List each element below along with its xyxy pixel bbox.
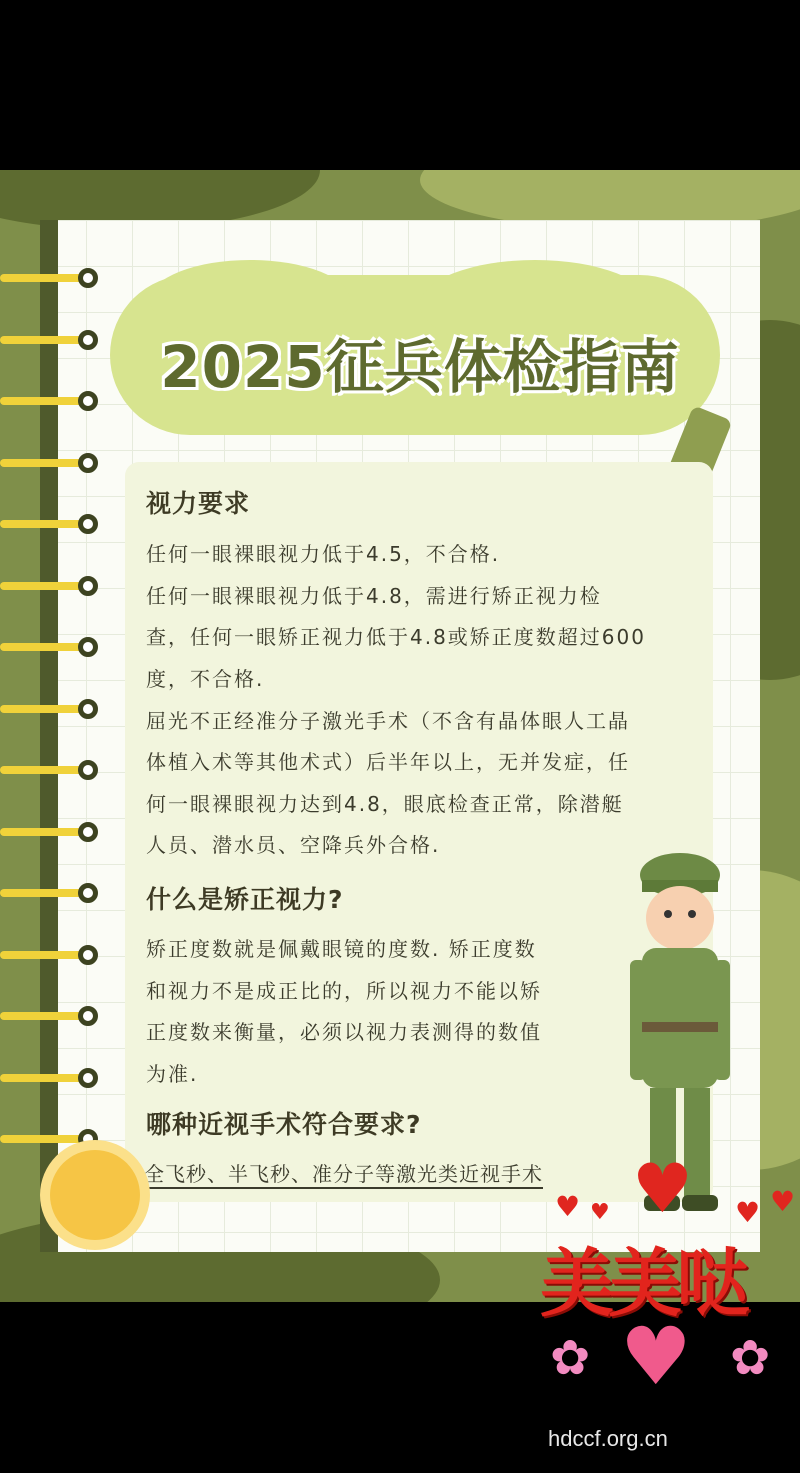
spiral-ring [0, 268, 96, 290]
text-line: 查，任何一眼矫正视力低于4.8或矫正度数超过600 [146, 625, 646, 649]
section-heading: 哪种近视手术符合要求? [146, 1110, 422, 1139]
rose-icon: ✿ [730, 1330, 771, 1386]
spiral-ring [0, 883, 96, 905]
text-line: 屈光不正经准分子激光手术（不含有晶体眼人工晶 [146, 709, 630, 733]
spiral-ring [0, 391, 96, 413]
spiral-ring [0, 760, 96, 782]
text-line: 何一眼裸眼视力达到4.8，眼底检查正常，除潜艇 [146, 792, 624, 816]
text-line: 和视力不是成正比的，所以视力不能以矫 [146, 979, 542, 1003]
text-line: 度，不合格. [146, 667, 265, 691]
text-line: 人员、潜水员、空降兵外合格. [146, 833, 441, 857]
spiral-ring [0, 637, 96, 659]
rose-icon: ✿ [550, 1330, 591, 1386]
heart-icon: ♥ [555, 1190, 581, 1223]
text-line: 矫正度数就是佩戴眼镜的度数. 矫正度数 [146, 937, 537, 961]
sticker-text: 美美哒 [540, 1241, 744, 1327]
spiral-ring [0, 514, 96, 536]
heart-icon: ♥ [735, 1196, 761, 1229]
section-heading: 什么是矫正视力? [146, 885, 344, 914]
text-line: 任何一眼裸眼视力低于4.8，需进行矫正视力检 [146, 584, 602, 608]
spiral-ring [0, 453, 96, 475]
page-title: 2025征兵体检指南 [160, 333, 680, 401]
spiral-ring [0, 576, 96, 598]
text-line: 全飞秒、半飞秒、准分子等激光类近视手术 [144, 1162, 543, 1186]
spiral-ring [0, 699, 96, 721]
heart-icon: ♥ [770, 1185, 796, 1218]
notebook-spine [40, 220, 58, 1252]
spiral-ring [0, 1129, 96, 1151]
section-heading: 视力要求 [146, 489, 251, 518]
spiral-ring [0, 1006, 96, 1028]
text-line: 正度数来衡量，必须以视力表测得的数值 [146, 1020, 542, 1044]
spiral-ring [0, 945, 96, 967]
spiral-ring [0, 822, 96, 844]
spiral-ring [0, 330, 96, 352]
text-line: 任何一眼裸眼视力低于4.5，不合格. [146, 542, 501, 566]
text-line: 为准. [146, 1062, 199, 1086]
text-line: 体植入术等其他术式）后半年以上，无并发症，任 [146, 750, 630, 774]
heart-icon: ♥ [590, 1200, 610, 1225]
heart-face-icon: ♥ [632, 1150, 693, 1229]
spiral-ring [0, 1068, 96, 1090]
sun-icon [50, 1150, 140, 1240]
watermark: hdccf.org.cn [548, 1426, 668, 1451]
heart-roses-icon: ♥ [620, 1310, 692, 1403]
